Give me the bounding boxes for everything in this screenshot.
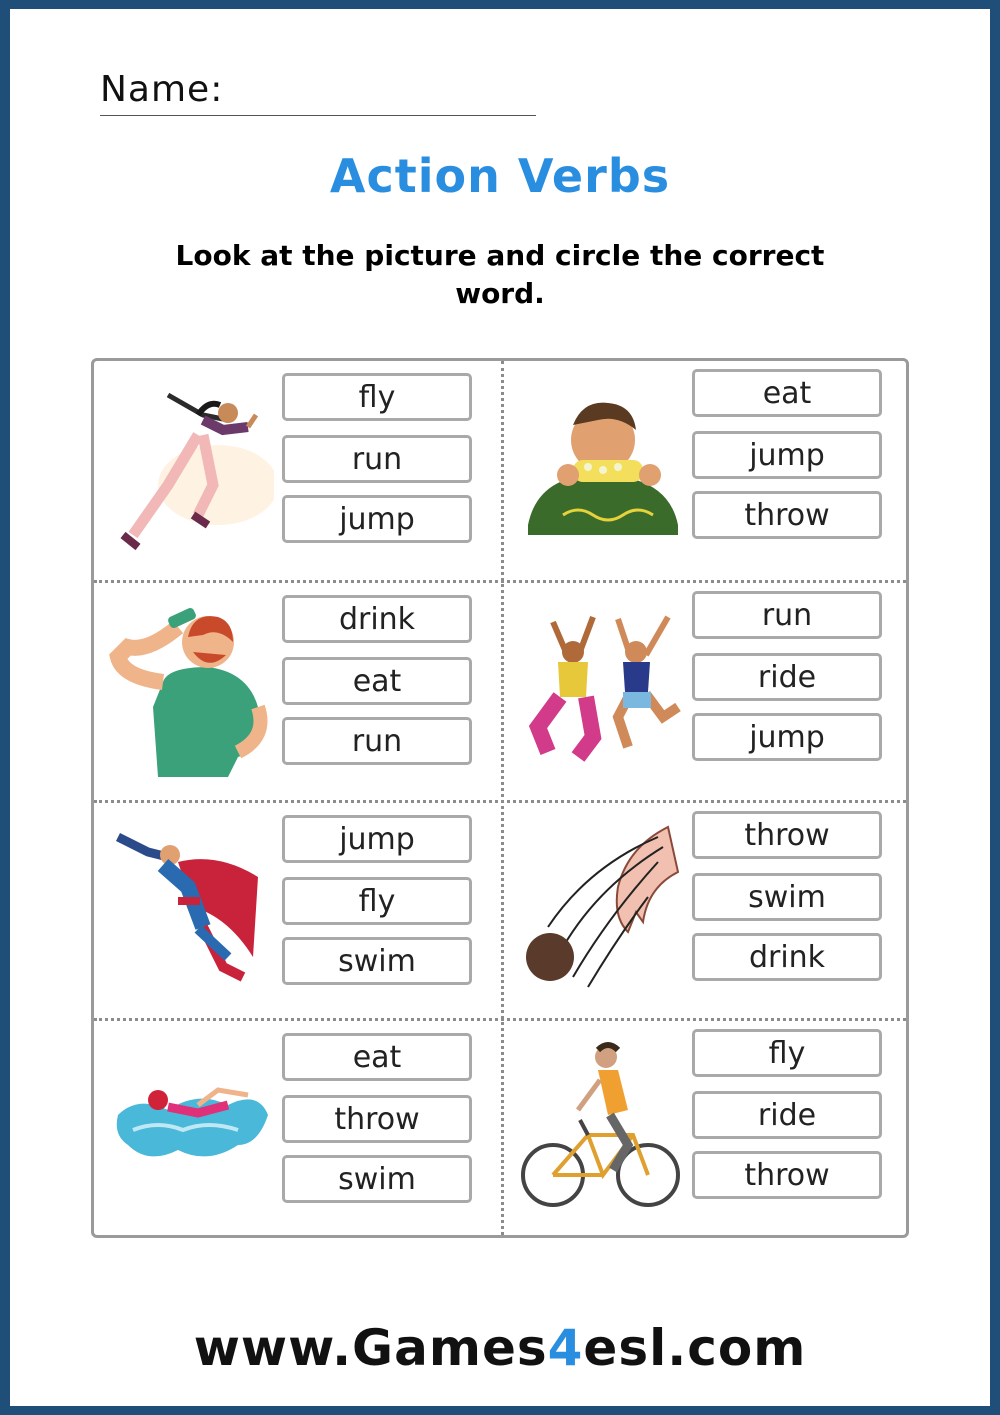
word-options — [282, 373, 472, 557]
word-options — [692, 811, 882, 995]
throwing-ball-picture — [518, 817, 684, 1007]
eating-boy-picture — [518, 375, 684, 565]
word-option-button[interactable]: drink — [692, 933, 882, 981]
word-options — [692, 1029, 882, 1213]
word-option-button[interactable]: swim — [692, 873, 882, 921]
exercise-cell — [94, 1021, 500, 1239]
word-option-button[interactable]: throw — [692, 491, 882, 539]
name-label: Name: — [100, 69, 224, 110]
word-option-button[interactable]: fly — [282, 877, 472, 925]
instruction-text: Look at the picture and circle the correct word. — [175, 239, 825, 310]
flying-superhero-picture — [108, 817, 274, 1007]
word-option-button[interactable]: swim — [282, 937, 472, 985]
drinking-man-picture — [108, 597, 274, 787]
exercise-cell — [94, 583, 500, 801]
word-option-button[interactable]: jump — [692, 431, 882, 479]
word-option-button[interactable]: throw — [692, 1151, 882, 1199]
exercise-cell — [94, 361, 500, 579]
site-prefix: www.Games — [193, 1319, 548, 1377]
word-option-button[interactable]: drink — [282, 595, 472, 643]
word-options — [692, 591, 882, 775]
word-option-button[interactable]: throw — [692, 811, 882, 859]
word-option-button[interactable]: ride — [692, 653, 882, 701]
word-option-button[interactable]: jump — [692, 713, 882, 761]
exercise-cell — [94, 803, 500, 1021]
word-option-button[interactable]: fly — [692, 1029, 882, 1077]
word-option-button[interactable]: throw — [282, 1095, 472, 1143]
site-four: 4 — [547, 1319, 584, 1377]
name-write-line[interactable] — [100, 115, 536, 116]
swimmer-picture — [108, 1035, 274, 1225]
website-footer — [10, 1319, 990, 1377]
exercise-grid — [91, 358, 909, 1238]
word-option-button[interactable]: jump — [282, 495, 472, 543]
word-options — [692, 369, 882, 553]
word-options — [282, 595, 472, 779]
jumping-girls-picture — [518, 597, 684, 787]
word-option-button[interactable]: run — [692, 591, 882, 639]
exercise-cell — [504, 803, 910, 1021]
word-option-button[interactable]: eat — [282, 1033, 472, 1081]
word-option-button[interactable]: ride — [692, 1091, 882, 1139]
word-options — [282, 1033, 472, 1217]
word-option-button[interactable]: jump — [282, 815, 472, 863]
word-option-button[interactable]: eat — [282, 657, 472, 705]
runner-picture — [108, 375, 274, 565]
worksheet-page — [10, 9, 990, 1406]
page-title: Action Verbs — [329, 149, 671, 203]
word-option-button[interactable]: eat — [692, 369, 882, 417]
word-option-button[interactable]: run — [282, 717, 472, 765]
exercise-cell — [504, 361, 910, 579]
exercise-cell — [504, 1021, 910, 1239]
word-option-button[interactable]: swim — [282, 1155, 472, 1203]
word-option-button[interactable]: run — [282, 435, 472, 483]
site-suffix: esl.com — [583, 1319, 807, 1377]
word-options — [282, 815, 472, 999]
word-option-button[interactable]: fly — [282, 373, 472, 421]
cyclist-picture — [518, 1035, 684, 1225]
exercise-cell — [504, 583, 910, 801]
